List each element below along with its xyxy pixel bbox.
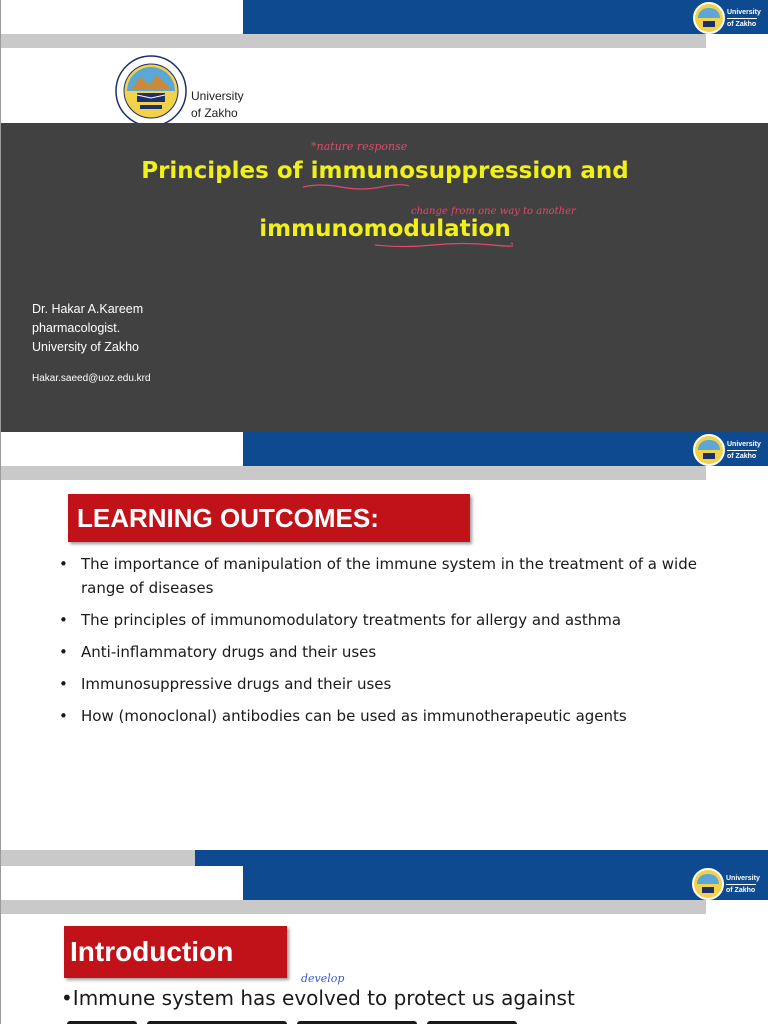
university-seal-icon	[692, 868, 724, 900]
bullet-icon: •	[59, 555, 68, 573]
bullet-icon: •	[59, 707, 68, 725]
section-heading: Introduction	[64, 926, 287, 978]
corner-logo-line2: of Zakho	[727, 453, 757, 460]
slide-header-bar	[1, 432, 768, 480]
author-email[interactable]: Hakar.saeed@uoz.edu.krd	[32, 373, 151, 384]
university-seal-icon	[693, 2, 725, 34]
section-heading: LEARNING OUTCOMES:	[68, 494, 470, 542]
slide-title	[0, 0, 768, 432]
slide-title-line1: Principles of immunosuppression and	[141, 158, 629, 184]
header-blue-band	[243, 432, 768, 466]
header-gray-band	[1, 466, 706, 480]
university-name	[191, 88, 244, 122]
author-institution: University of Zakho	[32, 340, 139, 354]
university-name-line2: of Zakho	[191, 106, 238, 120]
header-blue-band	[243, 866, 768, 900]
header-blue-band	[243, 0, 768, 34]
outcomes-list	[59, 552, 719, 736]
list-item-text: Anti-inflammatory drugs and their uses	[81, 643, 377, 661]
author-role: pharmacologist.	[32, 321, 121, 335]
corner-logo-line2: of Zakho	[726, 887, 756, 894]
intro-bullet-text: •Immune system has evolved to protect us against	[61, 986, 575, 1010]
slide-introduction	[0, 866, 768, 1024]
university-corner-logo	[692, 868, 758, 900]
list-item	[59, 608, 719, 632]
university-corner-logo	[693, 2, 759, 34]
list-item-text: How (monoclonal) antibodies can be used as immunotherapeutic agents	[81, 707, 627, 725]
slide-learning-outcomes	[0, 432, 768, 866]
list-item	[59, 552, 719, 600]
list-item-text: The principles of immunomodulatory treatments for allergy and asthma	[81, 611, 622, 629]
list-item	[59, 672, 719, 696]
header-gray-band	[1, 34, 706, 48]
bullet-icon: •	[59, 643, 68, 661]
list-item	[59, 704, 719, 728]
corner-logo-line1: University	[727, 441, 761, 448]
cropped-text-line	[67, 1014, 707, 1024]
footer-gray-band	[1, 850, 195, 866]
slide-title-line2: immunomodulation	[259, 216, 511, 242]
list-item	[59, 640, 719, 664]
list-item-text: Immunosuppressive drugs and their uses	[81, 675, 392, 693]
author-name: Dr. Hakar A.Kareem	[32, 302, 144, 316]
university-seal-icon	[693, 434, 725, 466]
university-seal-icon	[115, 55, 187, 127]
corner-logo-line1: University	[726, 875, 760, 882]
corner-logo-line2: of Zakho	[727, 21, 757, 28]
corner-logo-line1: University	[727, 9, 761, 16]
handwritten-annotation: change from one way to another	[411, 206, 576, 217]
list-item-text: The importance of manipulation of the immune system in the treatment of a wide range of diseases	[81, 555, 697, 597]
handwritten-annotation: develop	[301, 972, 345, 985]
bullet-icon: •	[59, 611, 68, 629]
author-block	[32, 300, 143, 357]
handwritten-annotation: *nature response	[311, 140, 408, 153]
annotation-underline	[301, 182, 411, 192]
header-gray-band	[1, 900, 706, 914]
university-corner-logo	[693, 434, 759, 466]
footer-blue-band	[195, 850, 768, 866]
annotation-underline	[373, 240, 513, 250]
slide-header-bar	[1, 0, 768, 48]
university-name-line1: University	[191, 89, 244, 103]
bullet-icon: •	[59, 675, 68, 693]
